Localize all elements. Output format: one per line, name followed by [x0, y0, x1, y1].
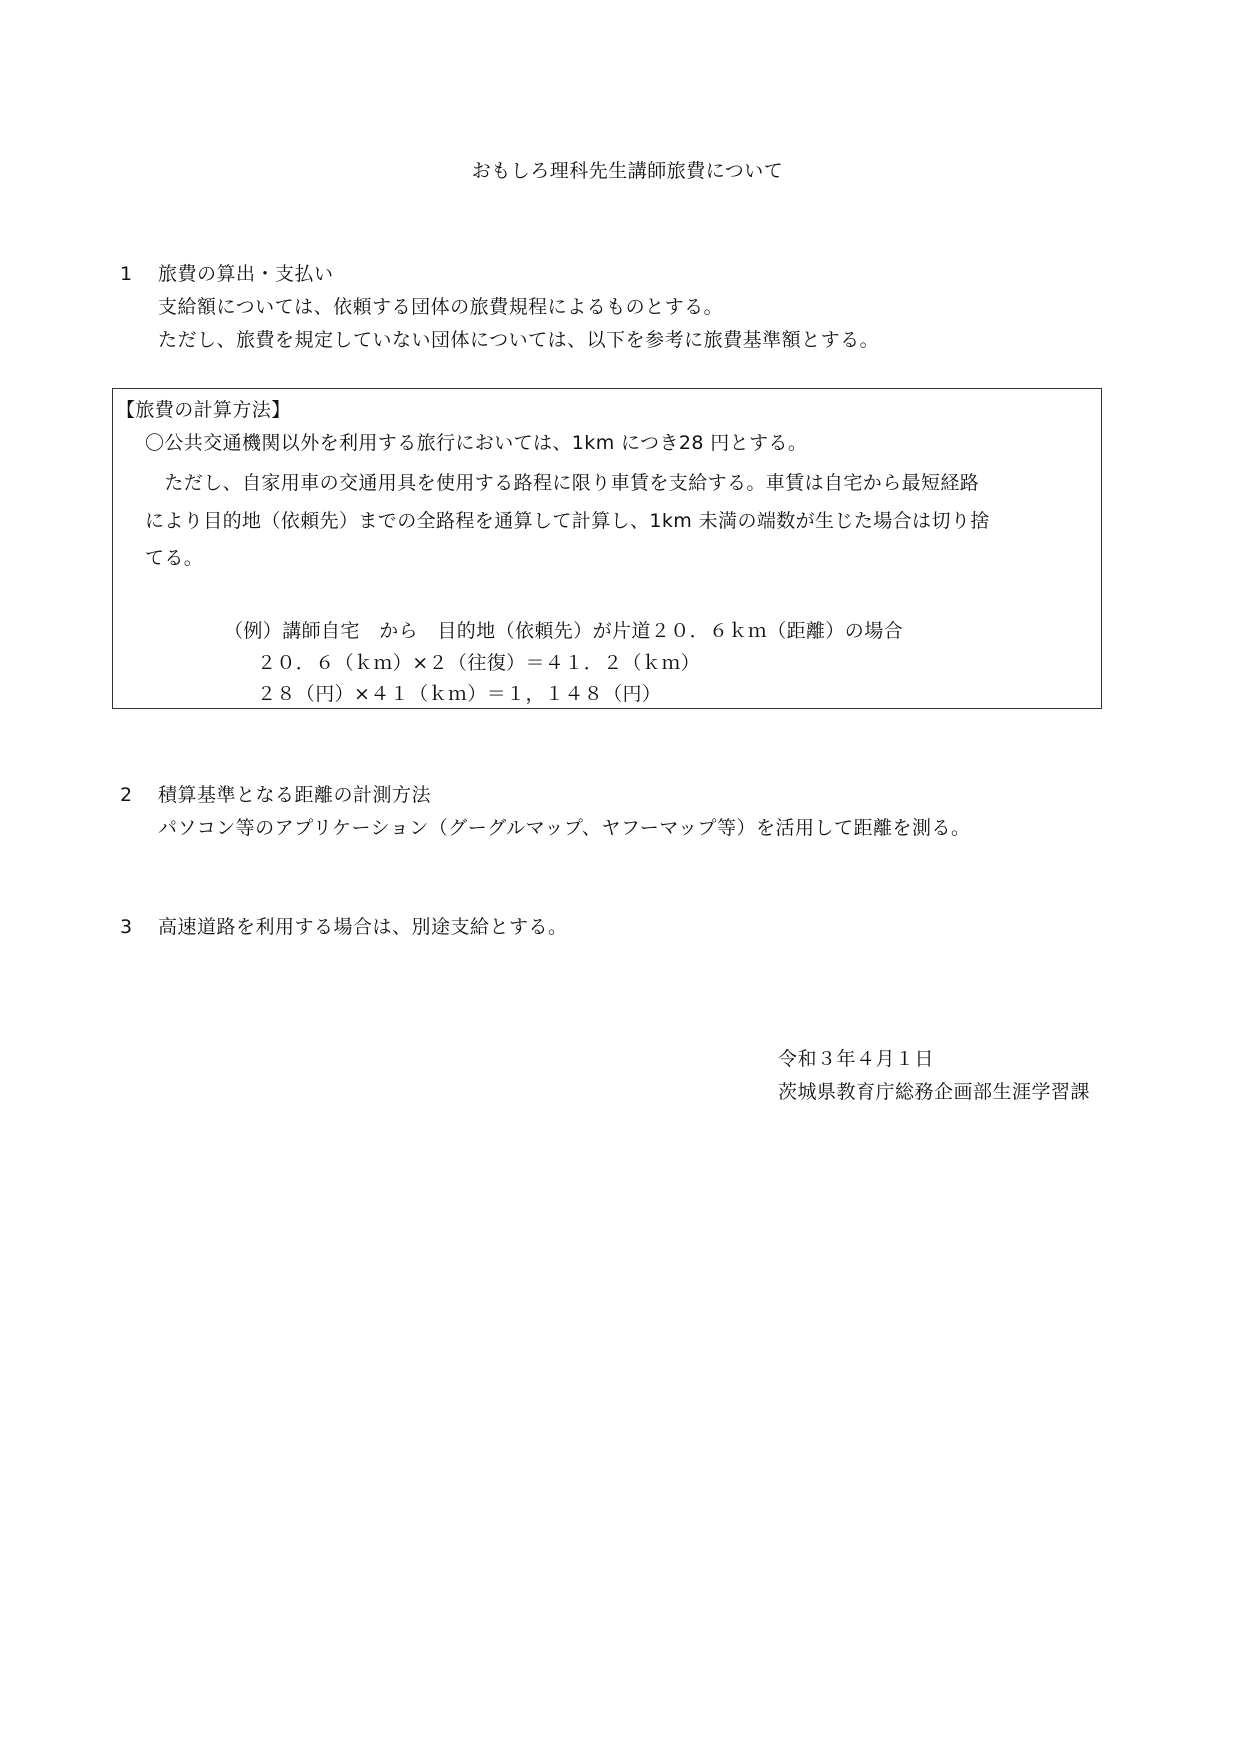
calc-example-line-2: ２０．６（ｋｍ）×２（往復）＝４１．２（ｋｍ）: [257, 652, 701, 674]
section-1-heading: 旅費の算出・支払い: [158, 263, 334, 285]
calc-box-heading: 【旅費の計算方法】: [116, 399, 291, 421]
issue-date: 令和３年４月１日: [778, 1048, 935, 1070]
calc-example-line-3: ２８（円）×４１（ｋｍ）＝１，１４８（円）: [257, 683, 662, 705]
issuing-department: 茨城県教育庁総務企画部生涯学習課: [778, 1081, 1091, 1103]
calc-box-line-3: により目的地（依頼先）までの全路程を通算して計算し、1km 未満の端数が生じた場合は切り捨: [145, 510, 990, 532]
calc-box-line-4: てる。: [145, 547, 204, 569]
section-1-body-line-1: 支給額については、依頼する団体の旅費規程によるものとする。: [158, 296, 724, 318]
section-3-number: 3: [120, 916, 133, 938]
calc-example-line-1: （例）講師自宅 から 目的地（依頼先）が片道２０．６ｋｍ（距離）の場合: [224, 620, 904, 642]
document-title: おもしろ理科先生講師旅費について: [471, 160, 784, 182]
section-2-body-line-1: パソコン等のアプリケーション（グーグルマップ、ヤフーマップ等）を活用して距離を測る。: [158, 817, 971, 839]
calculation-method-box: [112, 388, 1102, 709]
section-1-number: 1: [120, 263, 133, 285]
section-3-heading: 高速道路を利用する場合は、別途支給とする。: [158, 916, 568, 938]
section-2-heading: 積算基準となる距離の計測方法: [158, 784, 432, 806]
section-2-number: 2: [120, 784, 133, 806]
calc-box-line-1: 〇公共交通機関以外を利用する旅行においては、1km につき28 円とする。: [145, 432, 808, 454]
section-1-body-line-2: ただし、旅費を規定していない団体については、以下を参考に旅費基準額とする。: [158, 329, 880, 351]
calc-box-line-2: ただし、自家用車の交通用具を使用する路程に限り車賃を支給する。車賃は自宅から最短経路: [145, 472, 980, 494]
